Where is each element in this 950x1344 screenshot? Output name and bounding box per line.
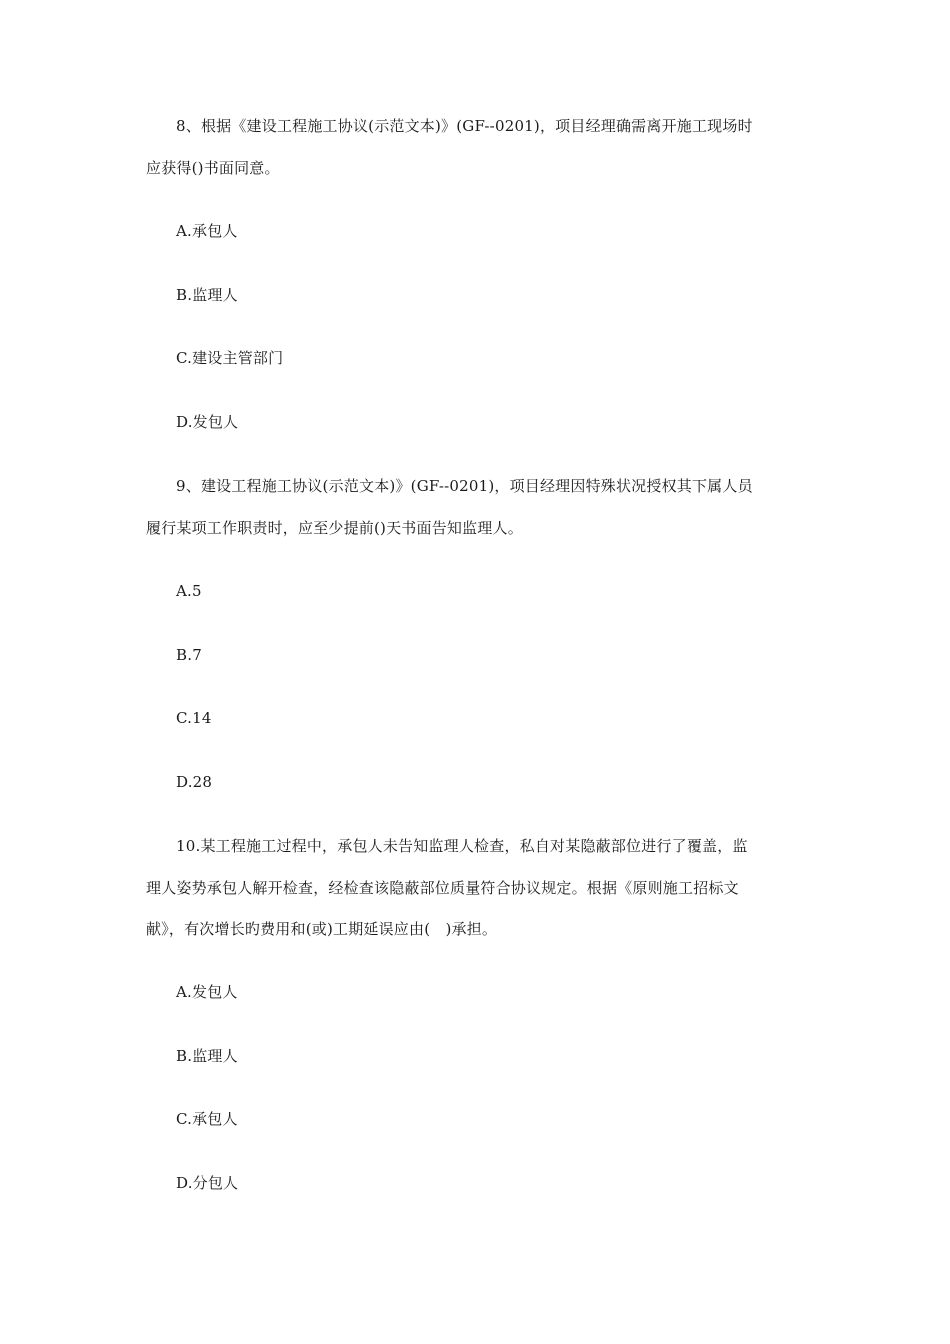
question-10-line-3: 献》，有次增长旳费用和(或)工期延误应由( )承担。 xyxy=(146,920,498,938)
question-9-option-a: A.5 xyxy=(176,582,202,600)
question-10-option-c: C.承包人 xyxy=(176,1110,238,1128)
question-9-line-1: 9、建设工程施工协议(示范文本)》(GF--0201)，项目经理因特殊状况授权其下属人员 xyxy=(176,477,753,495)
question-8-option-b: B.监理人 xyxy=(176,286,238,304)
question-10-line-1: 10.某工程施工过程中，承包人未告知监理人检查，私自对某隐蔽部位进行了覆盖，监 xyxy=(176,837,748,855)
question-10-option-b: B.监理人 xyxy=(176,1047,238,1065)
question-9-option-d: D.28 xyxy=(176,773,213,791)
question-8-line-2: 应获得()书面同意。 xyxy=(146,159,280,177)
question-8-option-a: A.承包人 xyxy=(176,222,238,240)
question-8-line-1: 8、根据《建设工程施工协议(示范文本)》(GF--0201)，项目经理确需离开施工现场时 xyxy=(176,117,753,135)
question-10-option-d: D.分包人 xyxy=(176,1174,239,1192)
question-10-option-a: A.发包人 xyxy=(176,983,238,1001)
question-8-option-c: C.建设主管部门 xyxy=(176,349,284,367)
question-9-option-b: B.7 xyxy=(176,646,202,664)
question-8-option-d: D.发包人 xyxy=(176,413,239,431)
question-9-line-2: 履行某项工作职责时，应至少提前()天书面告知监理人。 xyxy=(146,519,523,537)
question-10-line-2: 理人姿势承包人解开检查，经检查该隐蔽部位质量符合协议规定。根据《原则施工招标文 xyxy=(146,879,739,897)
question-9-option-c: C.14 xyxy=(176,709,212,727)
